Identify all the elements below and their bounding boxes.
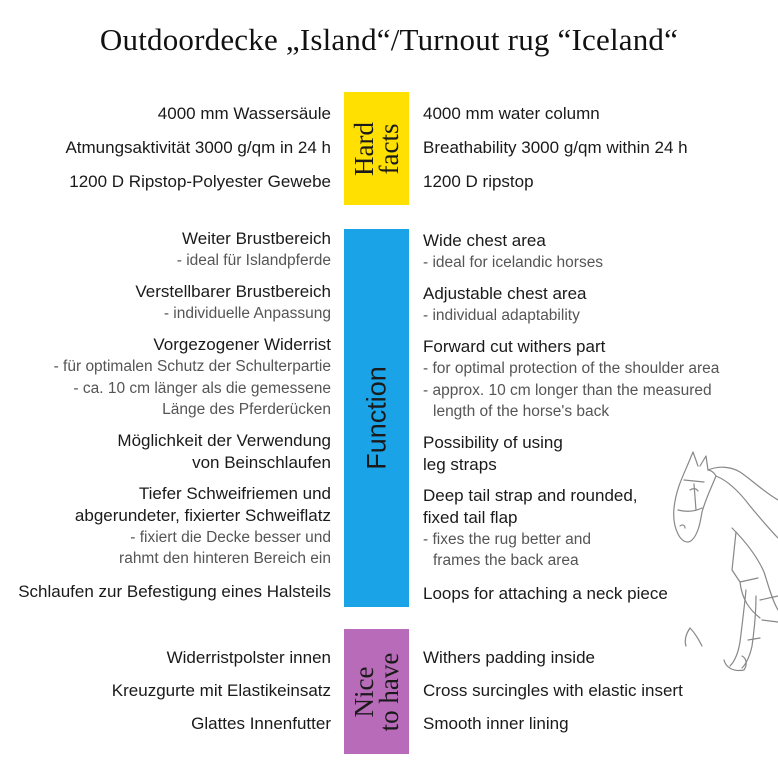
nice-to-have-label-line1: Nice [348,666,379,717]
fn-en-tail-sub2: frames the back area [433,552,579,569]
hard-en-3: 1200 D ripstop [423,172,534,191]
hard-facts-label-line2: facts [373,123,404,174]
fn-de-withers-title: Vorgezogener Widerrist [153,335,331,354]
fn-de-chest-title: Weiter Brustbereich [182,229,331,248]
fn-de-legstrap-1: Möglichkeit der Verwendung [117,431,331,450]
hard-de-2: Atmungsaktivität 3000 g/qm in 24 h [65,138,331,157]
nice-de-1: Widerristpolster innen [166,648,331,667]
fn-en-withers-sub2: - approx. 10 cm longer than the measured [423,382,712,399]
fn-en-tail-1: Deep tail strap and rounded, [423,486,638,505]
fn-de-tail-sub1: - fixiert die Decke besser und [130,529,331,546]
hard-facts-label-line1: Hard [348,121,379,176]
fn-de-chest-sub: - ideal für Islandpferde [176,252,331,269]
fn-de-tail-2: abgerundeter, fixierter Schweiflatz [74,506,331,525]
fn-en-withers-sub3: length of the horse's back [433,403,610,420]
fn-en-legstrap-1: Possibility of using [423,433,563,452]
hard-de-3: 1200 D Ripstop-Polyester Gewebe [69,172,331,191]
fn-de-tail-1: Tiefer Schweifriemen und [138,484,331,503]
hard-facts-label [348,121,404,176]
fn-de-tail-sub2: rahmt den hinteren Bereich ein [119,550,331,567]
fn-de-adjust-sub: - individuelle Anpassung [163,305,331,322]
hard-en-2: Breathability 3000 g/qm within 24 h [423,138,688,157]
horse-sketch-icon [660,450,778,680]
nice-en-1: Withers padding inside [423,648,595,667]
fn-en-adjust-sub: - individual adaptability [423,307,580,324]
hard-de-1: 4000 mm Wassersäule [157,104,331,123]
fn-en-legstrap-2: leg straps [423,455,497,474]
fn-de-withers-sub2: - ca. 10 cm länger als die gemessene [73,380,331,397]
fn-en-loops: Loops for attaching a neck piece [423,584,668,603]
fn-de-loops: Schlaufen zur Befestigung eines Halsteils [18,582,331,601]
nice-de-3: Glattes Innenfutter [191,714,331,733]
fn-en-adjust-title: Adjustable chest area [423,284,587,303]
fn-en-withers-title: Forward cut withers part [423,337,606,356]
nice-to-have-label-line2: to have [373,652,404,731]
fn-de-withers-sub1: - für optimalen Schutz der Schulterpartie [53,358,331,375]
nice-de-2: Kreuzgurte mit Elastikeinsatz [111,681,331,700]
nice-en-2: Cross surcingles with elastic insert [423,681,683,700]
page-title: Outdoordecke „Island“/Turnout rug “Iceland“ [99,22,679,57]
fn-en-tail-sub1: - fixes the rug better and [423,531,592,548]
fn-de-withers-sub3: Länge des Pferderücken [162,401,331,418]
fn-en-tail-2: fixed tail flap [423,508,518,527]
nice-to-have-bar [344,629,409,754]
hard-facts-bar [344,92,409,205]
fn-en-chest-title: Wide chest area [423,231,546,250]
fn-en-withers-sub1: - for optimal protection of the shoulder area [423,360,720,377]
nice-to-have-label [348,652,404,731]
function-label: Function [361,366,391,470]
function-bar [344,229,409,607]
fn-de-legstrap-2: von Beinschlaufen [192,453,331,472]
hard-en-1: 4000 mm water column [423,104,600,123]
fn-en-chest-sub: - ideal for icelandic horses [423,254,604,271]
nice-en-3: Smooth inner lining [423,714,569,733]
fn-de-adjust-title: Verstellbarer Brustbereich [135,282,331,301]
